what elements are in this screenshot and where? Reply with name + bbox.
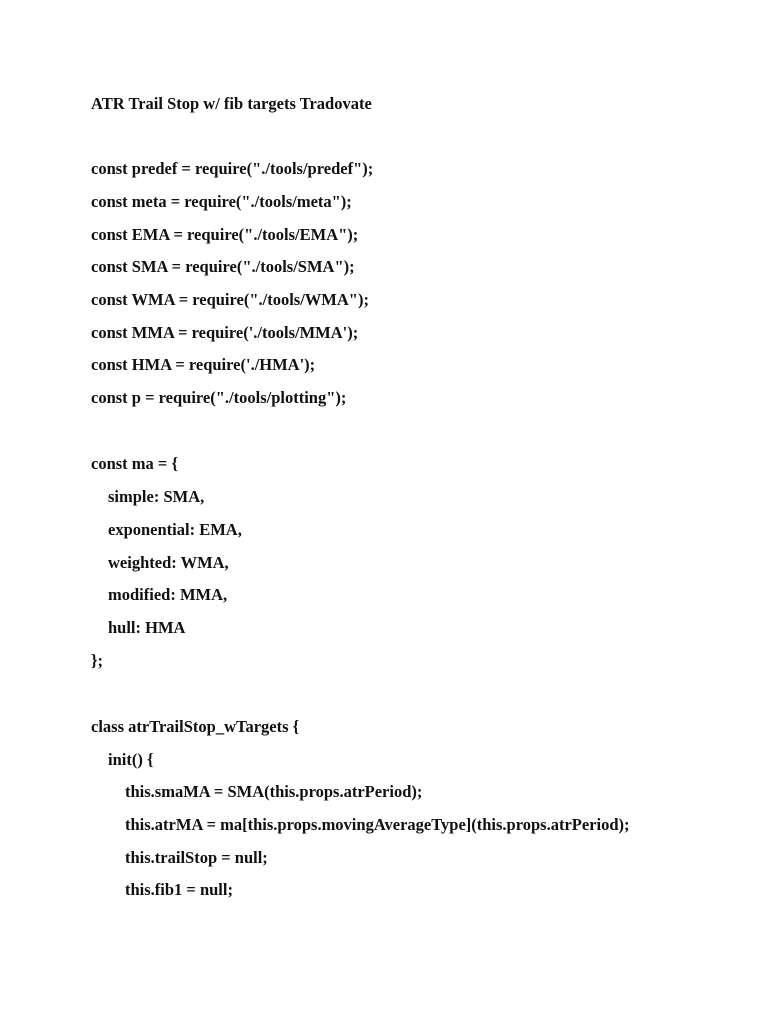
document-title: ATR Trail Stop w/ fib targets Tradovate (91, 94, 372, 113)
code-line: init() { (108, 750, 154, 769)
code-line: const p = require("./tools/plotting"); (91, 388, 347, 407)
code-line: const meta = require("./tools/meta"); (91, 192, 352, 211)
code-line: hull: HMA (108, 618, 186, 637)
code-line: this.smaMA = SMA(this.props.atrPeriod); (125, 782, 423, 801)
code-line: const EMA = require("./tools/EMA"); (91, 225, 359, 244)
code-line: const MMA = require('./tools/MMA'); (91, 323, 359, 342)
code-line: weighted: WMA, (108, 553, 229, 572)
code-line: const WMA = require("./tools/WMA"); (91, 290, 369, 309)
code-line: modified: MMA, (108, 585, 228, 604)
code-line: class atrTrailStop_wTargets { (91, 717, 300, 736)
code-line: this.trailStop = null; (125, 848, 268, 867)
code-line: this.fib1 = null; (125, 880, 233, 899)
code-line: const ma = { (91, 454, 178, 473)
code-line: }; (91, 651, 103, 670)
code-line: simple: SMA, (108, 487, 205, 506)
code-line: const SMA = require("./tools/SMA"); (91, 257, 355, 276)
code-line: const HMA = require('./HMA'); (91, 355, 316, 374)
code-line: exponential: EMA, (108, 520, 242, 539)
code-line: this.atrMA = ma[this.props.movingAverageType](this.props.atrPeriod); (125, 815, 630, 834)
code-line: const predef = require("./tools/predef"); (91, 159, 374, 178)
